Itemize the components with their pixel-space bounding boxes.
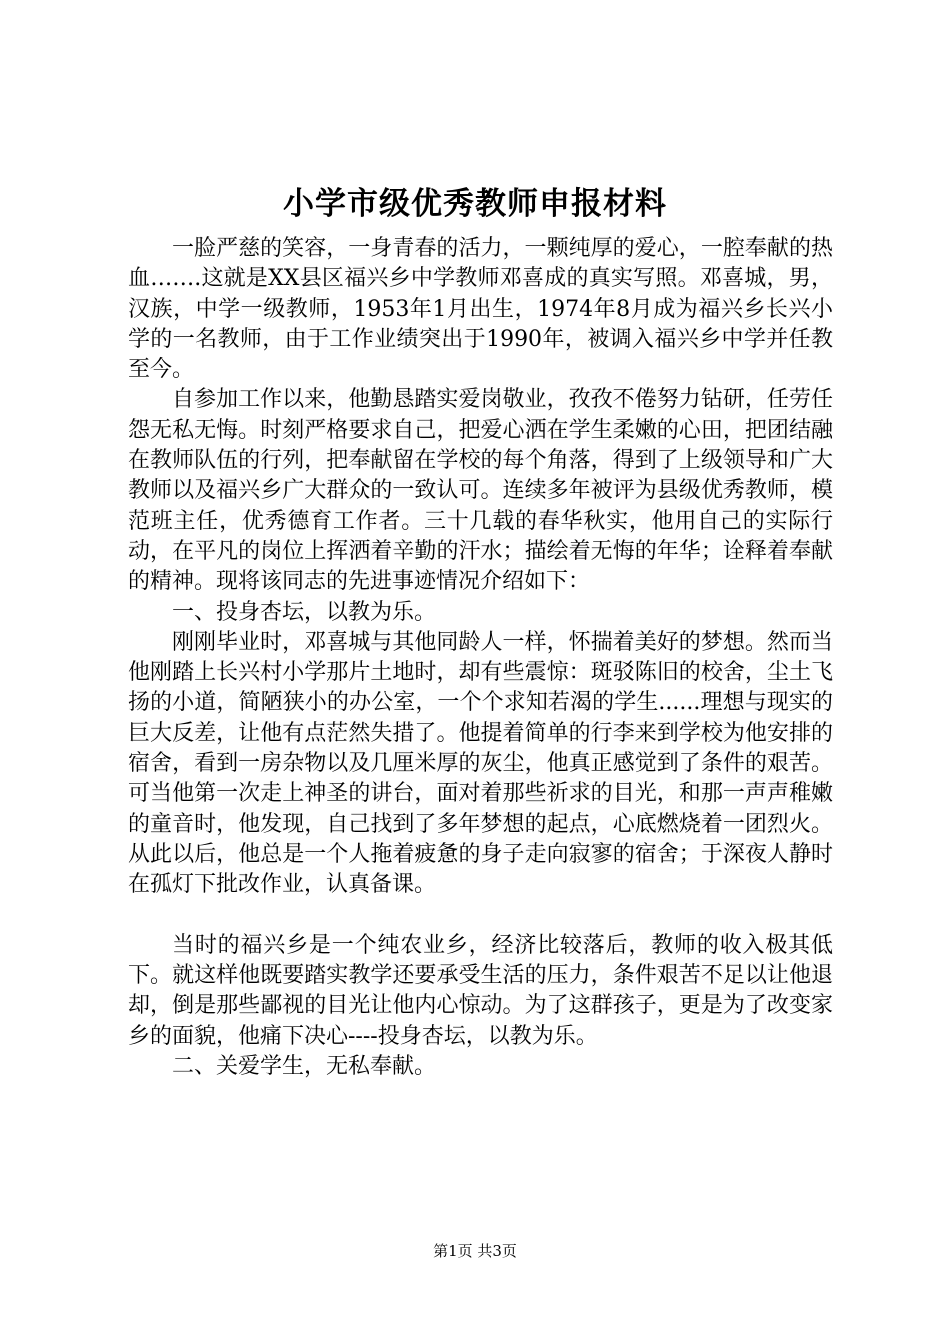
section-heading-1: 一、投身杏坛，以教为乐。 — [172, 599, 437, 625]
paragraph-early-career: 刚刚毕业时，邓喜城与其他同龄人一样，怀揣着美好的梦想。然而当他刚踏上长兴村小学那片土地时，却有些震惊：斑驳陈旧的校舍，尘土飞扬的小道，简陋狭小的办公室，一个个求知若渴的学生......理想与现实的巨大反差，让他有点茫然失措了。他提着简单的行李来到学校为他安排的宿舍，看到一房杂物以及几厘米厚的灰尘，他真正感觉到了条件的艰苦。可当他第一次走上神圣的讲台，面对着那些祈求的目光，和那一声声稚嫩的童音时，他发现，自己找到了多年梦想的起点，心底燃烧着一团烈火。从此以后，他总是一个人拖着疲惫的身子走向寂寥的宿舍；于深夜人静时在孤灯下批改作业，认真备课。 — [128, 629, 833, 898]
document-title: 小学市级优秀教师申报材料 — [283, 186, 667, 222]
page-number-footer: 第1页 共3页 — [433, 1242, 517, 1260]
section-heading-2: 二、关爱学生，无私奉献。 — [172, 1054, 437, 1080]
paragraph-intro: 一脸严慈的笑容，一身青春的活力，一颗纯厚的爱心，一腔奉献的热血…….这就是XX县区福兴乡中学教师邓喜成的真实写照。邓喜城，男，汉族，中学一级教师，1953年1月出生，1974年8月成为福兴乡长兴小学的一名教师，由于工作业绩突出于1990年，被调入福兴乡中学并任教至今。 — [128, 236, 833, 383]
paragraph-spacer — [128, 901, 833, 931]
paragraph-hardship: 当时的福兴乡是一个纯农业乡，经济比较落后，教师的收入极其低下。就这样他既要踏实教学还要承受生活的压力，条件艰苦不足以让他退却，倒是那些鄙视的目光让他内心惊动。为了这群孩子，更是为了改变家乡的面貌，他痛下决心----投身杏坛，以教为乐。 — [128, 932, 833, 1049]
document-body — [128, 234, 833, 1082]
paragraph-overview: 自参加工作以来，他勤恳踏实爱岗敬业，孜孜不倦努力钻研，任劳任怨无私无悔。时刻严格要求自己，把爱心洒在学生柔嫩的心田，把团结融在教师队伍的行列，把奉献留在学校的每个角落，得到了上级领导和广大教师以及福兴乡广大群众的一致认可。连续多年被评为县级优秀教师，模范班主任，优秀德育工作者。三十几载的春华秋实，他用自己的实际行动，在平凡的岗位上挥洒着辛勤的汗水；描绘着无悔的年华；诠释着奉献的精神。现将该同志的先进事迹情况介绍如下： — [128, 387, 833, 595]
